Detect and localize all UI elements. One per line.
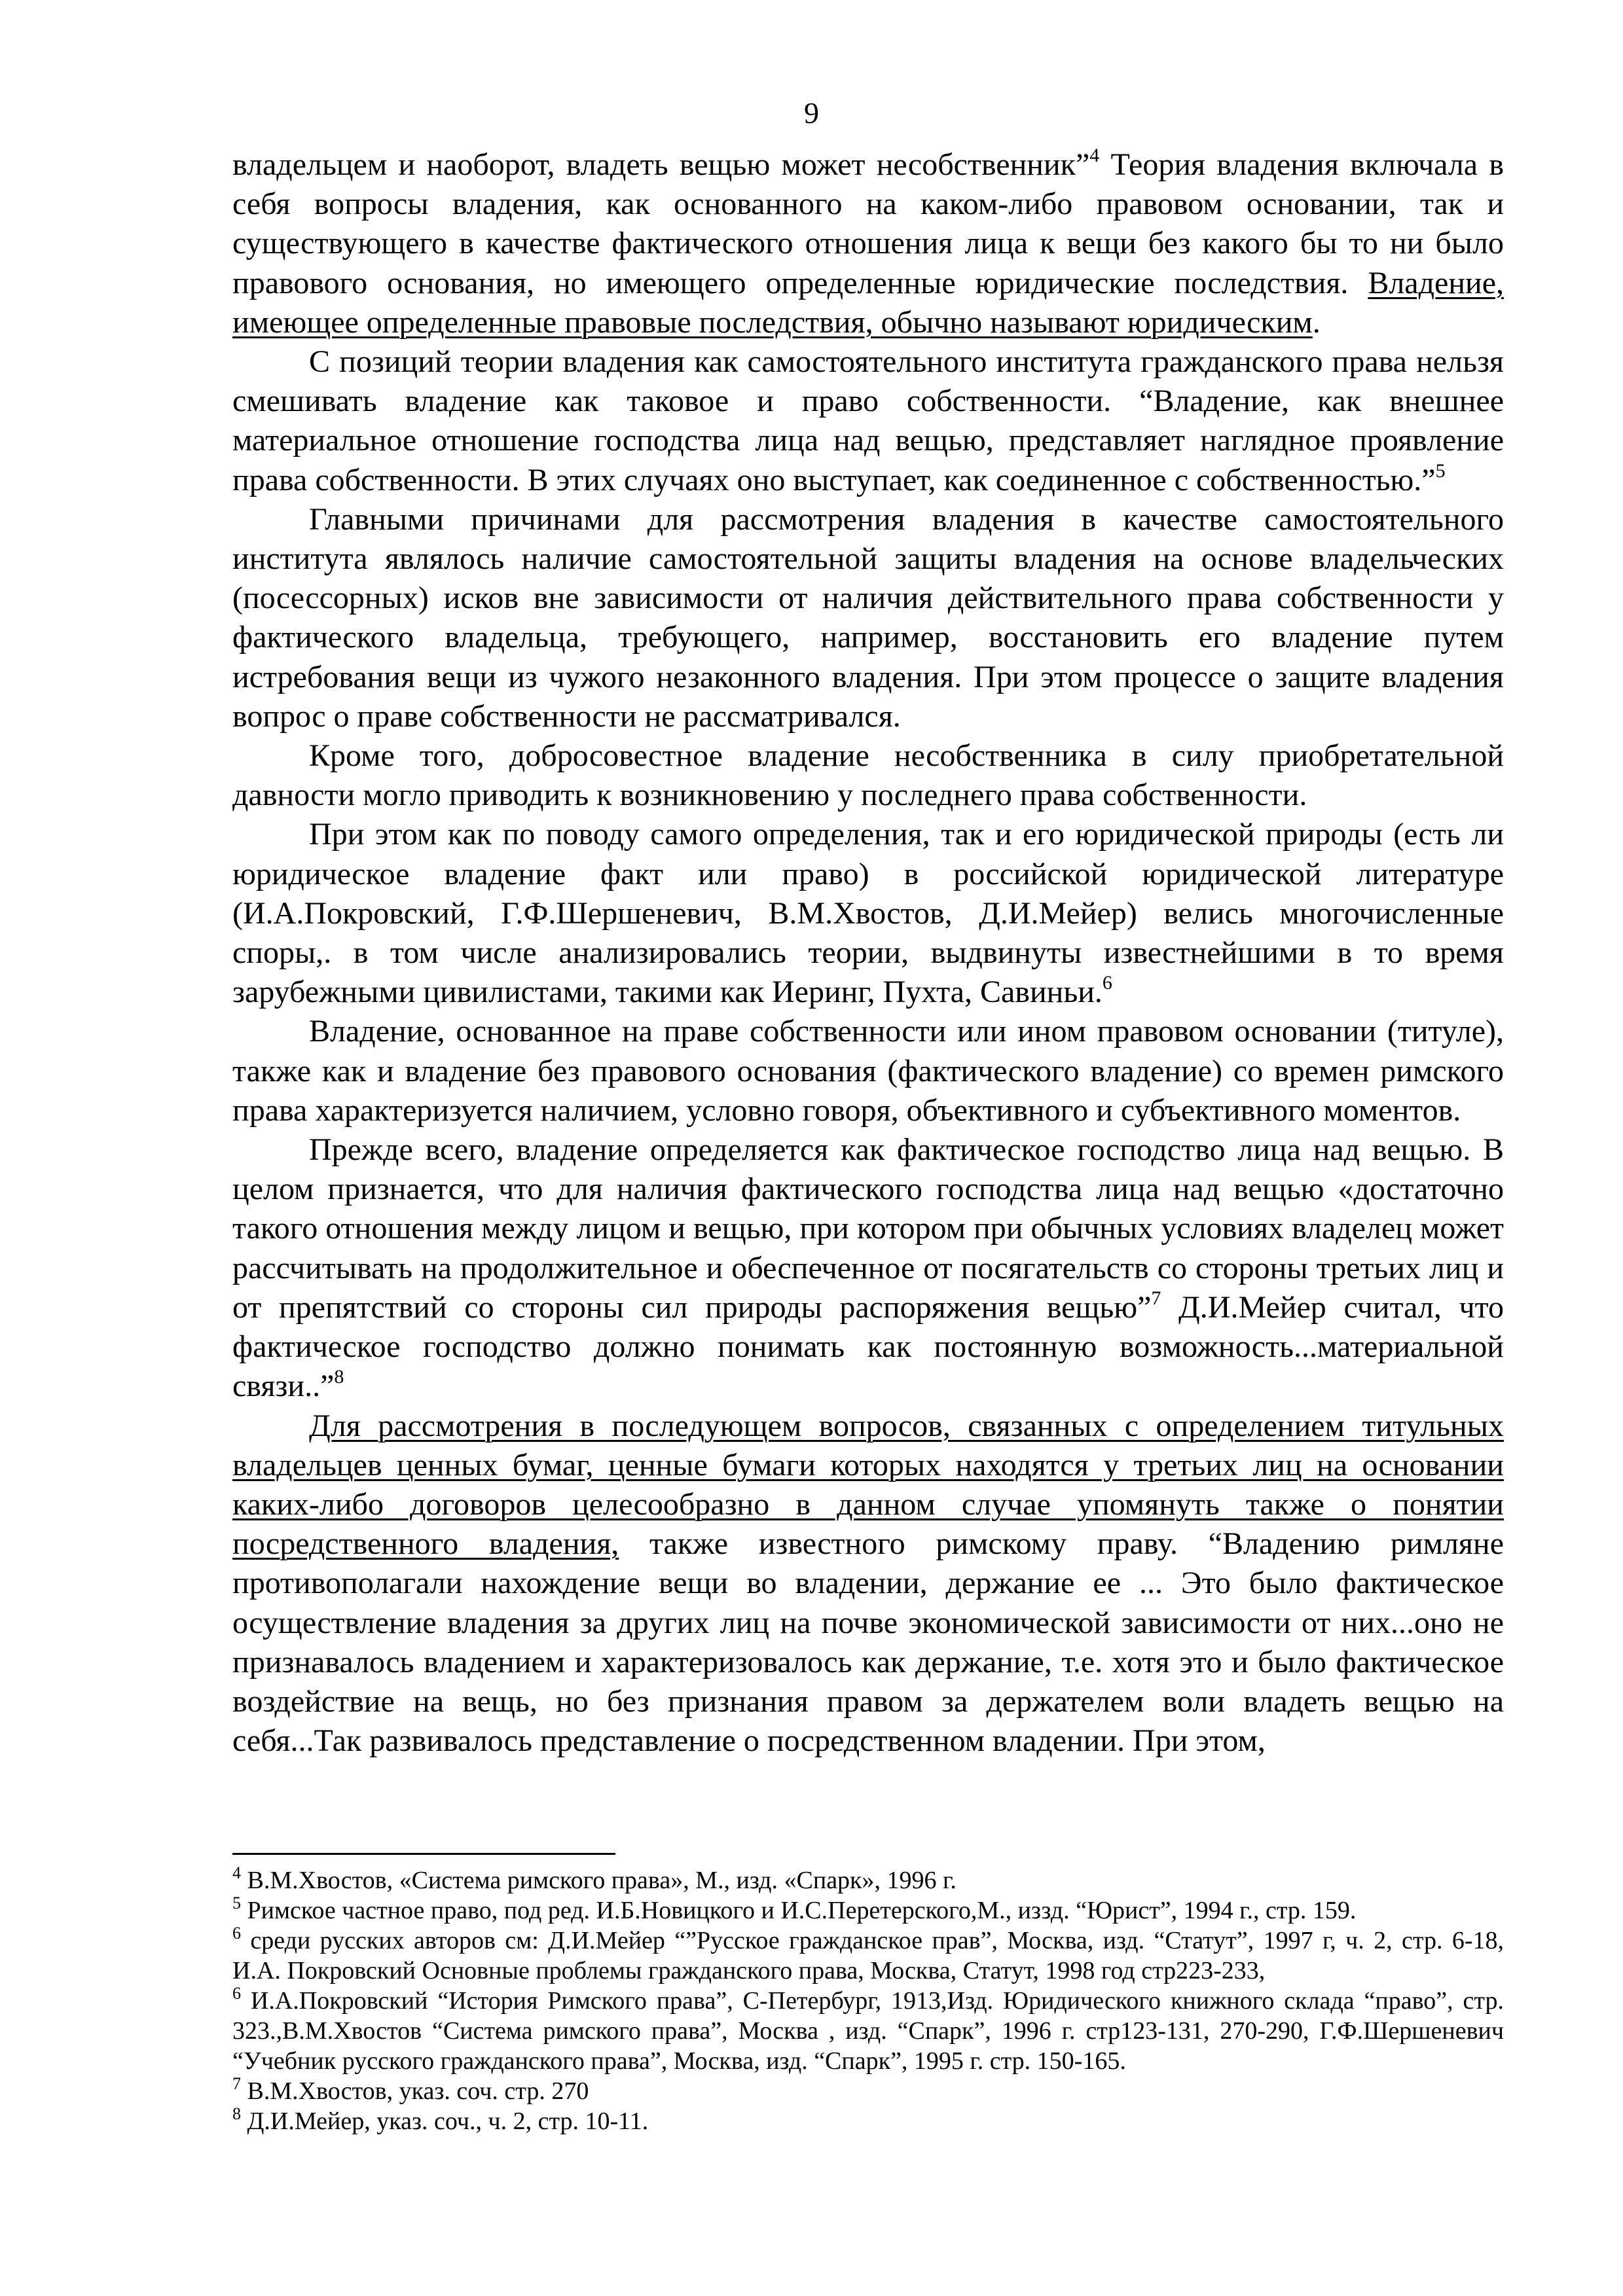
footnote xyxy=(232,2106,1504,2136)
footnote xyxy=(232,1986,1504,2076)
footnotes xyxy=(232,1865,1504,2136)
text-run: владельцем и наоборот, владеть вещью может несобственник” xyxy=(232,147,1090,182)
footnote xyxy=(232,1895,1504,1926)
footnote-text: Д.И.Мейер, указ. соч., ч. 2, стр. 10-11. xyxy=(241,2108,649,2135)
footnote-number: 7 xyxy=(232,2074,241,2093)
underlined-text: Для рассмотрения в последующем вопросов, связанных с определением титульных владельцев ценных бумаг, ценные бумаги которых находятся у третьих лиц на основании каких-либо договоров целесообразно в данном случае упомянуть также о понятии посредственного владения, xyxy=(232,1408,1504,1562)
text-run: Теория владения включала в себя вопросы владения, как основанного на каком-либо правовом основании, так и существующего в качестве фактического отношения лица к вещи без какого бы то ни было правового основания, но имеющего определенные юридические последствия. xyxy=(232,147,1504,300)
footnote xyxy=(232,1926,1504,1986)
footnote-ref-4: 4 xyxy=(1089,145,1100,166)
footnote xyxy=(232,1865,1504,1895)
text-run: Прежде всего, владение определяется как фактическое господство лица над вещью. В целом признается, что для наличия фактического господства лица над вещью «достаточно такого отношения между лицом и вещью, при котором при обычных условиях владелец может рассчитывать на продолжительное и обеспеченное от посягательств со стороны третьих лиц и от препятствий со стороны сил природы распоряжения вещью” xyxy=(232,1132,1504,1325)
footnote-separator xyxy=(232,1853,615,1855)
paragraph xyxy=(232,1407,1504,1761)
footnote-number: 5 xyxy=(232,1893,241,1912)
paragraph xyxy=(232,1130,1504,1406)
footnote-ref-8: 8 xyxy=(334,1366,344,1388)
footnote-ref-7: 7 xyxy=(1151,1287,1161,1309)
footnote xyxy=(232,2076,1504,2106)
text-run: Владение, основанное на праве собственности или ином правовом основании (титуле), также как и владение без правового основания (фактического владение) со времен римского права характеризуется наличием, условно говоря, объективного и субъективного моментов. xyxy=(232,1014,1504,1128)
paragraph xyxy=(232,145,1504,342)
paragraph xyxy=(232,736,1504,815)
underlined-text: Владение, имеющее определенные правовые последствия, обычно называют юридическим xyxy=(232,265,1504,340)
text-run: Кроме того, добросовестное владение несобственника в силу приобретательной давности могло приводить к возникновению у последнего права собственности. xyxy=(232,738,1504,813)
text-run: С позиций теории владения как самостоятельного института гражданского права нельзя смешивать владение как таковое и право собственности. “Владение, как внешнее материальное отношение господства лица над вещью, представляет наглядное проявление права собственности. В этих случаях оно выступает, как соединенное с собственностью.” xyxy=(232,344,1504,497)
footnote-ref-6: 6 xyxy=(1102,972,1112,994)
paragraph xyxy=(232,815,1504,1012)
text-run: также известного римскому праву. “Владению римляне противополагали нахождение вещи во владении, держание ее ... Это было фактическое осуществление владения за других лиц на почве экономической зависимости от них...оно не признавалось владением и характеризовалось как держание, т.е. хотя это и было фактическое воздействие на вещь, но без признания правом за держателем воли владеть вещью на себя...Так развивалось представление о посредственном владении. При этом, xyxy=(232,1526,1504,1759)
text-run: . xyxy=(1312,304,1321,340)
footnote-number: 4 xyxy=(232,1863,241,1882)
footnote-text: В.М.Хвостов, «Система римского права», М., изд. «Спарк», 1996 г. xyxy=(241,1867,957,1894)
footnote-ref-5: 5 xyxy=(1435,459,1446,482)
footnote-text: Римское частное право, под ред. И.Б.Новицкого и И.С.Перетерского,М., иззд. “Юрист”, 1994 г., стр. 159. xyxy=(241,1897,1357,1924)
footnote-text: В.М.Хвостов, указ. соч. стр. 270 xyxy=(241,2077,589,2105)
footnote-text: среди русских авторов см: Д.И.Мейер “”Русское гражданское прав”, Москва, изд. “Статут”, 1997 г, ч. 2, стр. 6-18, И.А. Покровский Основные проблемы гражданского права, Москва, Статут, 1998 год стр223-233, xyxy=(232,1927,1504,1984)
text-run: При этом как по поводу самого определения, так и его юридической природы (есть ли юридическое владение факт или право) в российской юридической литературе (И.А.Покровский, Г.Ф.Шершеневич, В.М.Хвостов, Д.И.Мейер) велись многочисленные споры,. в том числе анализировались теории, выдвинуты известнейшими в то время зарубежными цивилистами, такими как Иеринг, Пухта, Савиньи. xyxy=(232,817,1504,1010)
text-run: Главными причинами для рассмотрения владения в качестве самостоятельного института являлось наличие самостоятельной защиты владения на основе владельческих (посессорных) исков вне зависимости от наличия действительного права собственности у фактического владельца, требующего, например, восстановить его владение путем истребования вещи из чужого незаконного владения. При этом процессе о защите владения вопрос о праве собственности не рассматривался. xyxy=(232,501,1504,734)
footnote-number: 6 xyxy=(232,1924,241,1943)
footnote-number: 8 xyxy=(232,2104,241,2123)
body-text xyxy=(232,145,1504,1761)
page-number: 9 xyxy=(804,96,819,130)
footnote-text: И.А.Покровский “История Римского права”, С-Петербург, 1913,Изд. Юридического книжного склада “право”, стр. 323.,В.М.Хвостов “Система римского права”, Москва , изд. “Спарк”, 1996 г. стр123-131, 270-290, Г.Ф.Шершеневич “Учебник русского гражданского права”, Москва, изд. “Спарк”, 1995 г. стр. 150-165. xyxy=(232,1987,1504,2075)
paragraph xyxy=(232,500,1504,736)
paragraph xyxy=(232,342,1504,500)
text-run: Д.И.Мейер считал, что фактическое господство должно понимать как постоянную возможность...материальной связи..” xyxy=(232,1289,1504,1404)
paragraph xyxy=(232,1012,1504,1130)
footnote-number: 6 xyxy=(232,1984,241,2003)
